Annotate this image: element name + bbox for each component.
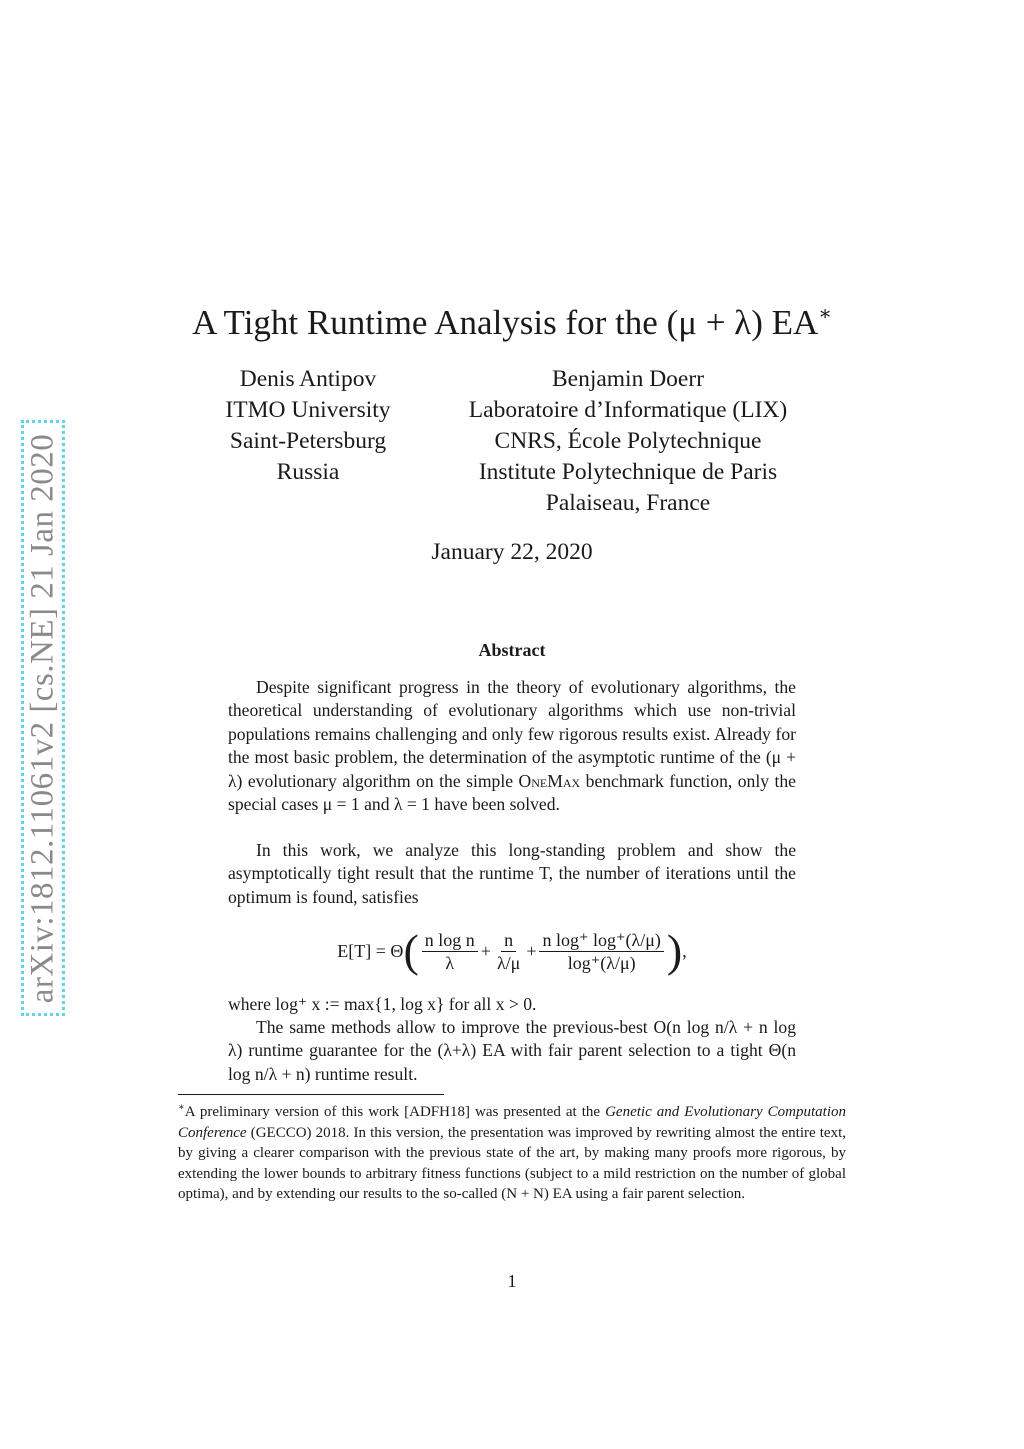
equation-fraction-2 xyxy=(494,929,523,974)
equation-fraction-1 xyxy=(422,929,478,974)
author-affiliation-line: Russia xyxy=(276,459,340,485)
abstract-text: benchmark function, only the special cases μ = 1 and λ = 1 have been solved. xyxy=(228,770,796,815)
paper-title xyxy=(0,292,1024,345)
equation-open-paren: ( xyxy=(403,925,419,976)
arxiv-identifier-stamp xyxy=(21,420,65,1016)
fraction-numerator: n log n xyxy=(422,929,478,952)
footnote-text: A preliminary version of this work [ADFH18] was presented at the xyxy=(184,1104,606,1120)
footnote-venue: Genetic and Evolutionary Computation Conference xyxy=(178,1104,846,1141)
author-affiliation-line: Laboratoire d’Informatique (LIX) xyxy=(468,397,788,423)
runtime-equation xyxy=(228,922,796,980)
fraction-numerator: n xyxy=(501,929,516,952)
abstract-heading: Abstract xyxy=(478,640,546,660)
abstract-text: Despite significant progress in the theory of evolutionary algorithms, the theoretical understanding of evolutionary algorithms which use non-trivial populations remains challenging and only few rigorous results exist. Already for the most basic problem, the determination of the asymptotic runtime of the (μ + λ) evolutionary algorithm on the simple xyxy=(228,677,796,791)
abstract-paragraph-2 xyxy=(228,839,796,909)
title-footnote-mark: ∗ xyxy=(818,303,832,325)
equation-lhs: E[T] = Θ xyxy=(337,940,404,961)
equation-fraction-3 xyxy=(539,929,663,974)
arxiv-identifier-text: arXiv:1812.11061v2 [cs.NE] 21 Jan 2020 xyxy=(24,433,61,1003)
abstract-paragraph-3 xyxy=(228,993,796,1016)
onemax-term: OneMax xyxy=(518,770,581,791)
abstract-text: where log⁺ x := max{1, log x} for all x > 0. xyxy=(228,994,537,1014)
abstract-text: The same methods allow to improve the previous-best O(n log n/λ + n log λ) runtime guarantee for the (λ+λ) EA with fair parent selection to a tight Θ(n log n/λ + n) runtime result. xyxy=(228,1017,796,1084)
footnote-rule xyxy=(178,1094,444,1095)
footnote-text: (GECCO) 2018. In this version, the presentation was improved by rewriting almost the entire text, by giving a clearer comparison with the previous state of the art, by making many proofs more rigorous, by extending the lower bounds to arbitrary fitness functions (subject to a mild restriction on the number of global optima), and by extending our results to the so-called (N + N) EA using a fair parent selection. xyxy=(178,1124,846,1203)
abstract-paragraph-4 xyxy=(228,1016,796,1086)
author-affiliation-line: Saint-Petersburg xyxy=(229,428,387,454)
equation-plus: + xyxy=(526,940,537,961)
author-affiliation-line: Palaiseau, France xyxy=(545,490,711,516)
equation-close-paren: ) xyxy=(666,925,683,976)
abstract-text: In this work, we analyze this long-standing problem and show the asymptotically tight result that the runtime T, the number of iterations until the optimum is found, satisfies xyxy=(228,840,796,907)
author-block-1 xyxy=(208,364,408,488)
footnote-mark: ∗ xyxy=(178,1102,185,1113)
footnote xyxy=(178,1098,846,1205)
author-block-2 xyxy=(438,364,818,519)
fraction-denominator: λ xyxy=(445,952,455,973)
fraction-numerator: n log⁺ log⁺(λ/μ) xyxy=(539,929,663,952)
page-number: 1 xyxy=(507,1271,517,1291)
equation-tail: , xyxy=(682,940,687,961)
fraction-denominator: λ/μ xyxy=(496,952,521,973)
publication-date: January 22, 2020 xyxy=(431,539,593,565)
author-affiliation-line: CNRS, École Polytechnique xyxy=(494,428,762,454)
paper-title-text: A Tight Runtime Analysis for the (μ + λ) EA xyxy=(192,303,819,342)
fraction-denominator: log⁺(λ/μ) xyxy=(567,952,636,973)
equation-plus: + xyxy=(480,940,491,961)
author-affiliation-line: Institute Polytechnique de Paris xyxy=(478,459,778,485)
author-affiliation-line: ITMO University xyxy=(225,397,391,423)
abstract-paragraph-1 xyxy=(228,676,796,816)
author-name: Denis Antipov xyxy=(239,366,377,392)
author-name: Benjamin Doerr xyxy=(551,366,705,392)
